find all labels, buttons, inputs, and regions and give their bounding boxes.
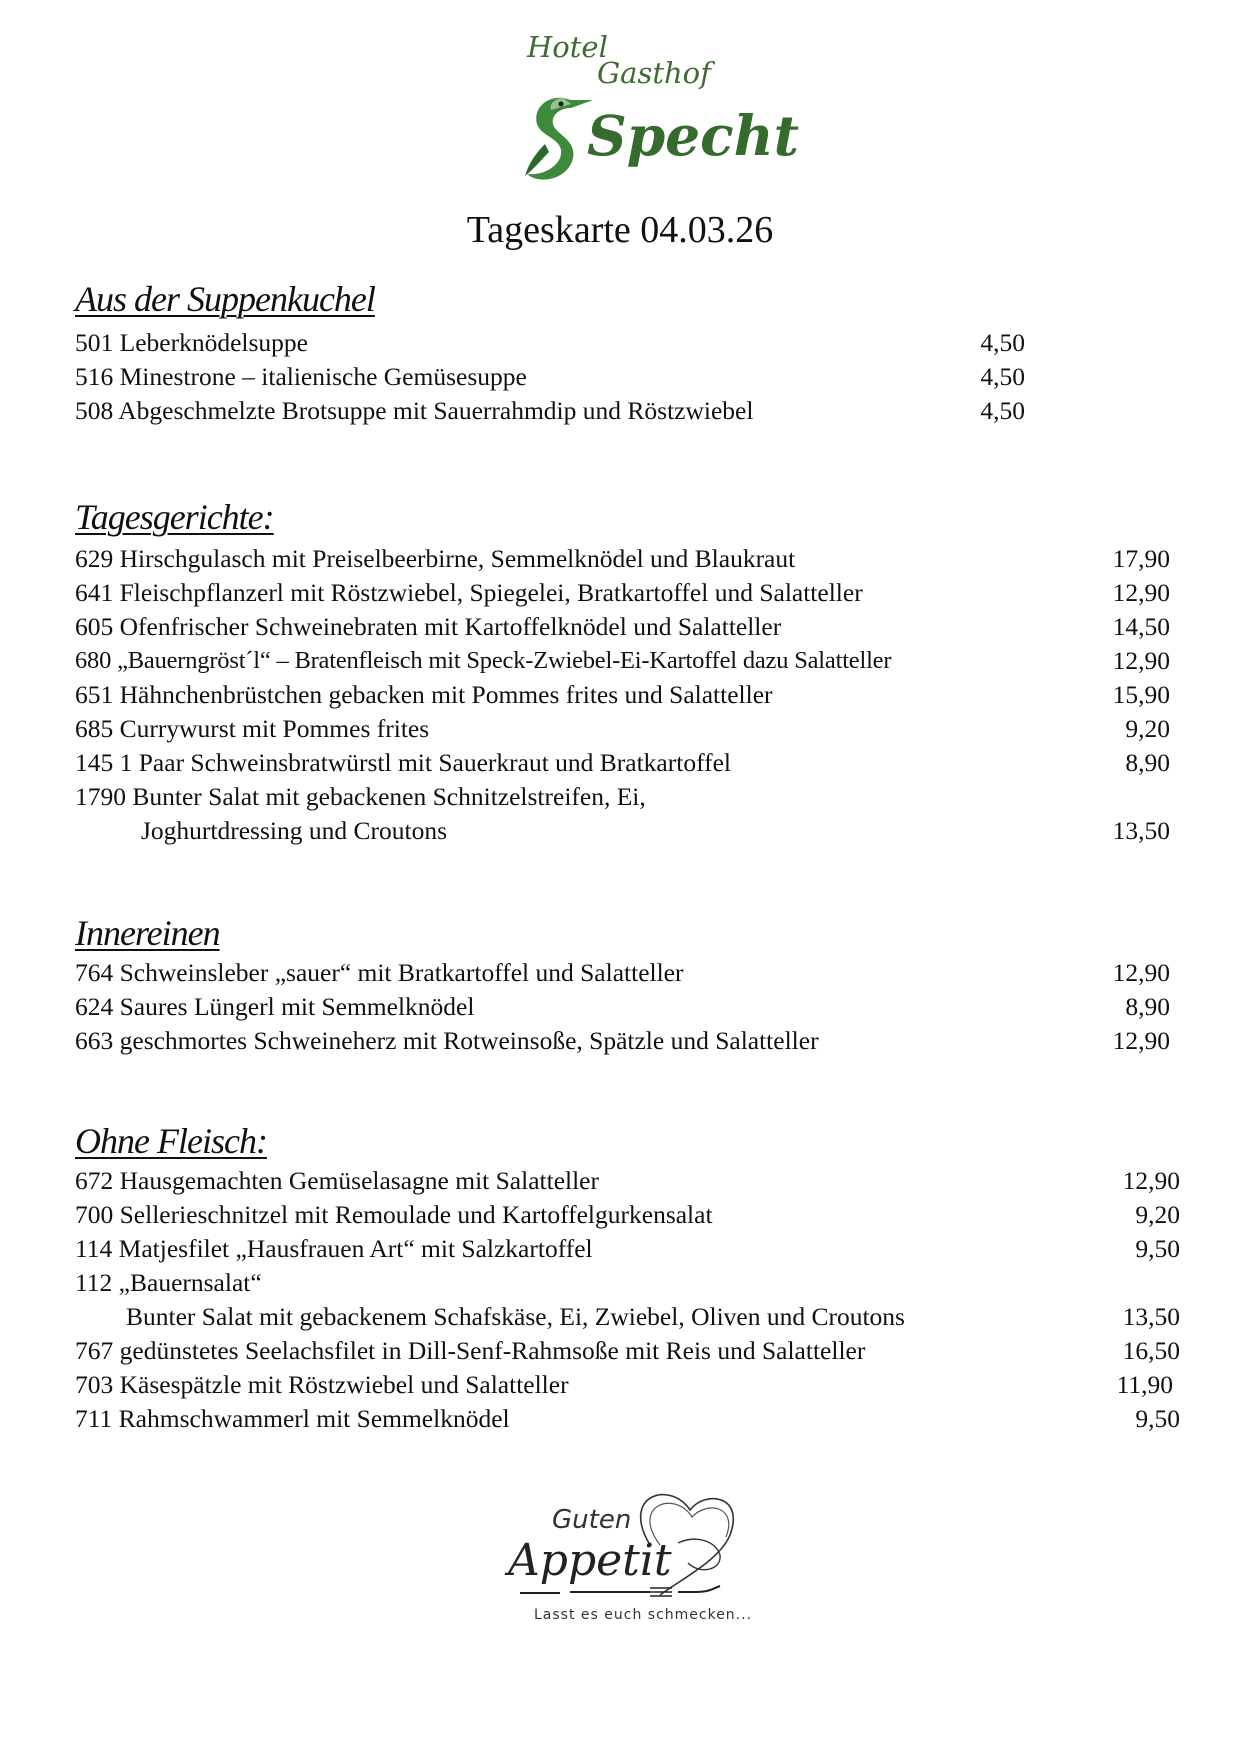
item-price: 12,90 — [1112, 1026, 1170, 1055]
item-text: 112 „Bauernsalat“ — [75, 1268, 262, 1297]
menu-item — [75, 1199, 1180, 1231]
item-text: 663 geschmortes Schweineherz mit Rotweinsoße, Spätzle und Salatteller — [75, 1026, 819, 1055]
guten-appetit-logo — [500, 1485, 760, 1630]
logo-gasthof-text: Gasthof — [597, 56, 711, 90]
woodpecker-icon — [515, 78, 595, 193]
item-text: 624 Saures Lüngerl mit Semmelknödel — [75, 992, 475, 1021]
item-text: 685 Currywurst mit Pommes frites — [75, 714, 430, 743]
menu-item — [75, 645, 1170, 677]
item-text: 1790 Bunter Salat mit gebackenen Schnitzelstreifen, Ei, — [75, 782, 646, 811]
logo-hotel-text: Hotel — [527, 30, 608, 64]
item-text: 700 Sellerieschnitzel mit Remoulade und Kartoffelgurkensalat — [75, 1200, 713, 1229]
menu-item — [75, 815, 1170, 847]
menu-item — [75, 1369, 1173, 1401]
item-price: 17,90 — [1112, 544, 1170, 573]
menu-item — [75, 1335, 1180, 1367]
menu-item — [75, 679, 1170, 711]
menu-item — [75, 713, 1170, 745]
item-price: 12,90 — [1122, 1166, 1180, 1195]
item-text: 629 Hirschgulasch mit Preiselbeerbirne, Semmelknödel und Blaukraut — [75, 544, 796, 573]
menu-item — [75, 395, 1025, 427]
menu-item — [75, 957, 1170, 989]
item-price: 9,20 — [1125, 714, 1170, 743]
menu-item — [75, 1165, 1180, 1197]
item-price: 14,50 — [1112, 612, 1170, 641]
item-price: 12,90 — [1112, 958, 1170, 987]
item-price: 15,90 — [1112, 680, 1170, 709]
item-price: 12,90 — [1112, 646, 1170, 675]
item-text: 672 Hausgemachten Gemüselasagne mit Salatteller — [75, 1166, 599, 1195]
item-price: 9,20 — [1135, 1200, 1180, 1229]
menu-item — [75, 1233, 1180, 1265]
menu-item — [75, 1301, 1180, 1333]
item-price: 16,50 — [1122, 1336, 1180, 1365]
section-heading-soups: Aus der Suppenkuchel — [75, 279, 375, 319]
item-text: Joghurtdressing und Croutons — [141, 816, 447, 845]
menu-item — [75, 747, 1170, 779]
item-price: 4,50 — [980, 362, 1025, 391]
section-heading-vegetarian: Ohne Fleisch: — [75, 1121, 267, 1161]
item-text: 508 Abgeschmelzte Brotsuppe mit Sauerrahmdip und Röstzwiebel — [75, 396, 754, 425]
tagline-text: Lasst es euch schmecken... — [534, 1607, 753, 1623]
item-text: 703 Käsespätzle mit Röstzwiebel und Salatteller — [75, 1370, 569, 1399]
item-price: 9,50 — [1135, 1404, 1180, 1433]
item-text: 516 Minestrone – italienische Gemüsesuppe — [75, 362, 527, 391]
menu-item — [75, 577, 1170, 609]
logo-specht-text: Specht — [587, 103, 800, 168]
menu-item — [75, 611, 1170, 643]
item-text: 651 Hähnchenbrüstchen gebacken mit Pommes frites und Salatteller — [75, 680, 773, 709]
menu-item — [75, 1025, 1170, 1057]
hotel-logo — [515, 28, 800, 193]
item-text: 501 Leberknödelsuppe — [75, 328, 308, 357]
menu-item — [75, 781, 1170, 813]
item-text: Bunter Salat mit gebackenem Schafskäse, Ei, Zwiebel, Oliven und Croutons — [126, 1302, 905, 1331]
item-text: 680 „Bauerngröst´l“ – Bratenfleisch mit Speck-Zwiebel-Ei-Kartoffel dazu Salatteller — [75, 647, 892, 674]
item-price: 9,50 — [1135, 1234, 1180, 1263]
menu-item — [75, 991, 1170, 1023]
section-heading-offal: Innereinen — [75, 913, 220, 953]
appetit-text: Appetit — [508, 1535, 672, 1586]
item-text: 114 Matjesfilet „Hausfrauen Art“ mit Salzkartoffel — [75, 1234, 593, 1263]
menu-item — [75, 327, 1025, 359]
item-price: 13,50 — [1112, 816, 1170, 845]
menu-item — [75, 543, 1170, 575]
page-title: Tageskarte 04.03.26 — [466, 209, 774, 251]
item-text: 605 Ofenfrischer Schweinebraten mit Kartoffelknödel und Salatteller — [75, 612, 782, 641]
section-heading-daily-dishes: Tagesgerichte: — [75, 497, 274, 537]
item-text: 641 Fleischpflanzerl mit Röstzwiebel, Spiegelei, Bratkartoffel und Salatteller — [75, 578, 863, 607]
guten-text: Guten — [552, 1505, 632, 1535]
item-text: 764 Schweinsleber „sauer“ mit Bratkartoffel und Salatteller — [75, 958, 684, 987]
item-price: 4,50 — [980, 328, 1025, 357]
menu-item — [75, 1267, 1180, 1299]
menu-item — [75, 1403, 1180, 1435]
item-price: 8,90 — [1125, 992, 1170, 1021]
item-price: 8,90 — [1125, 748, 1170, 777]
item-price: 4,50 — [980, 396, 1025, 425]
item-text: 711 Rahmschwammerl mit Semmelknödel — [75, 1404, 510, 1433]
item-price: 13,50 — [1122, 1302, 1180, 1331]
item-text: 145 1 Paar Schweinsbratwürstl mit Sauerkraut und Bratkartoffel — [75, 748, 732, 777]
item-price: 11,90 — [1116, 1370, 1173, 1399]
menu-item — [75, 361, 1025, 393]
item-price: 12,90 — [1112, 578, 1170, 607]
item-text: 767 gedünstetes Seelachsfilet in Dill-Senf-Rahmsoße mit Reis und Salatteller — [75, 1336, 866, 1365]
